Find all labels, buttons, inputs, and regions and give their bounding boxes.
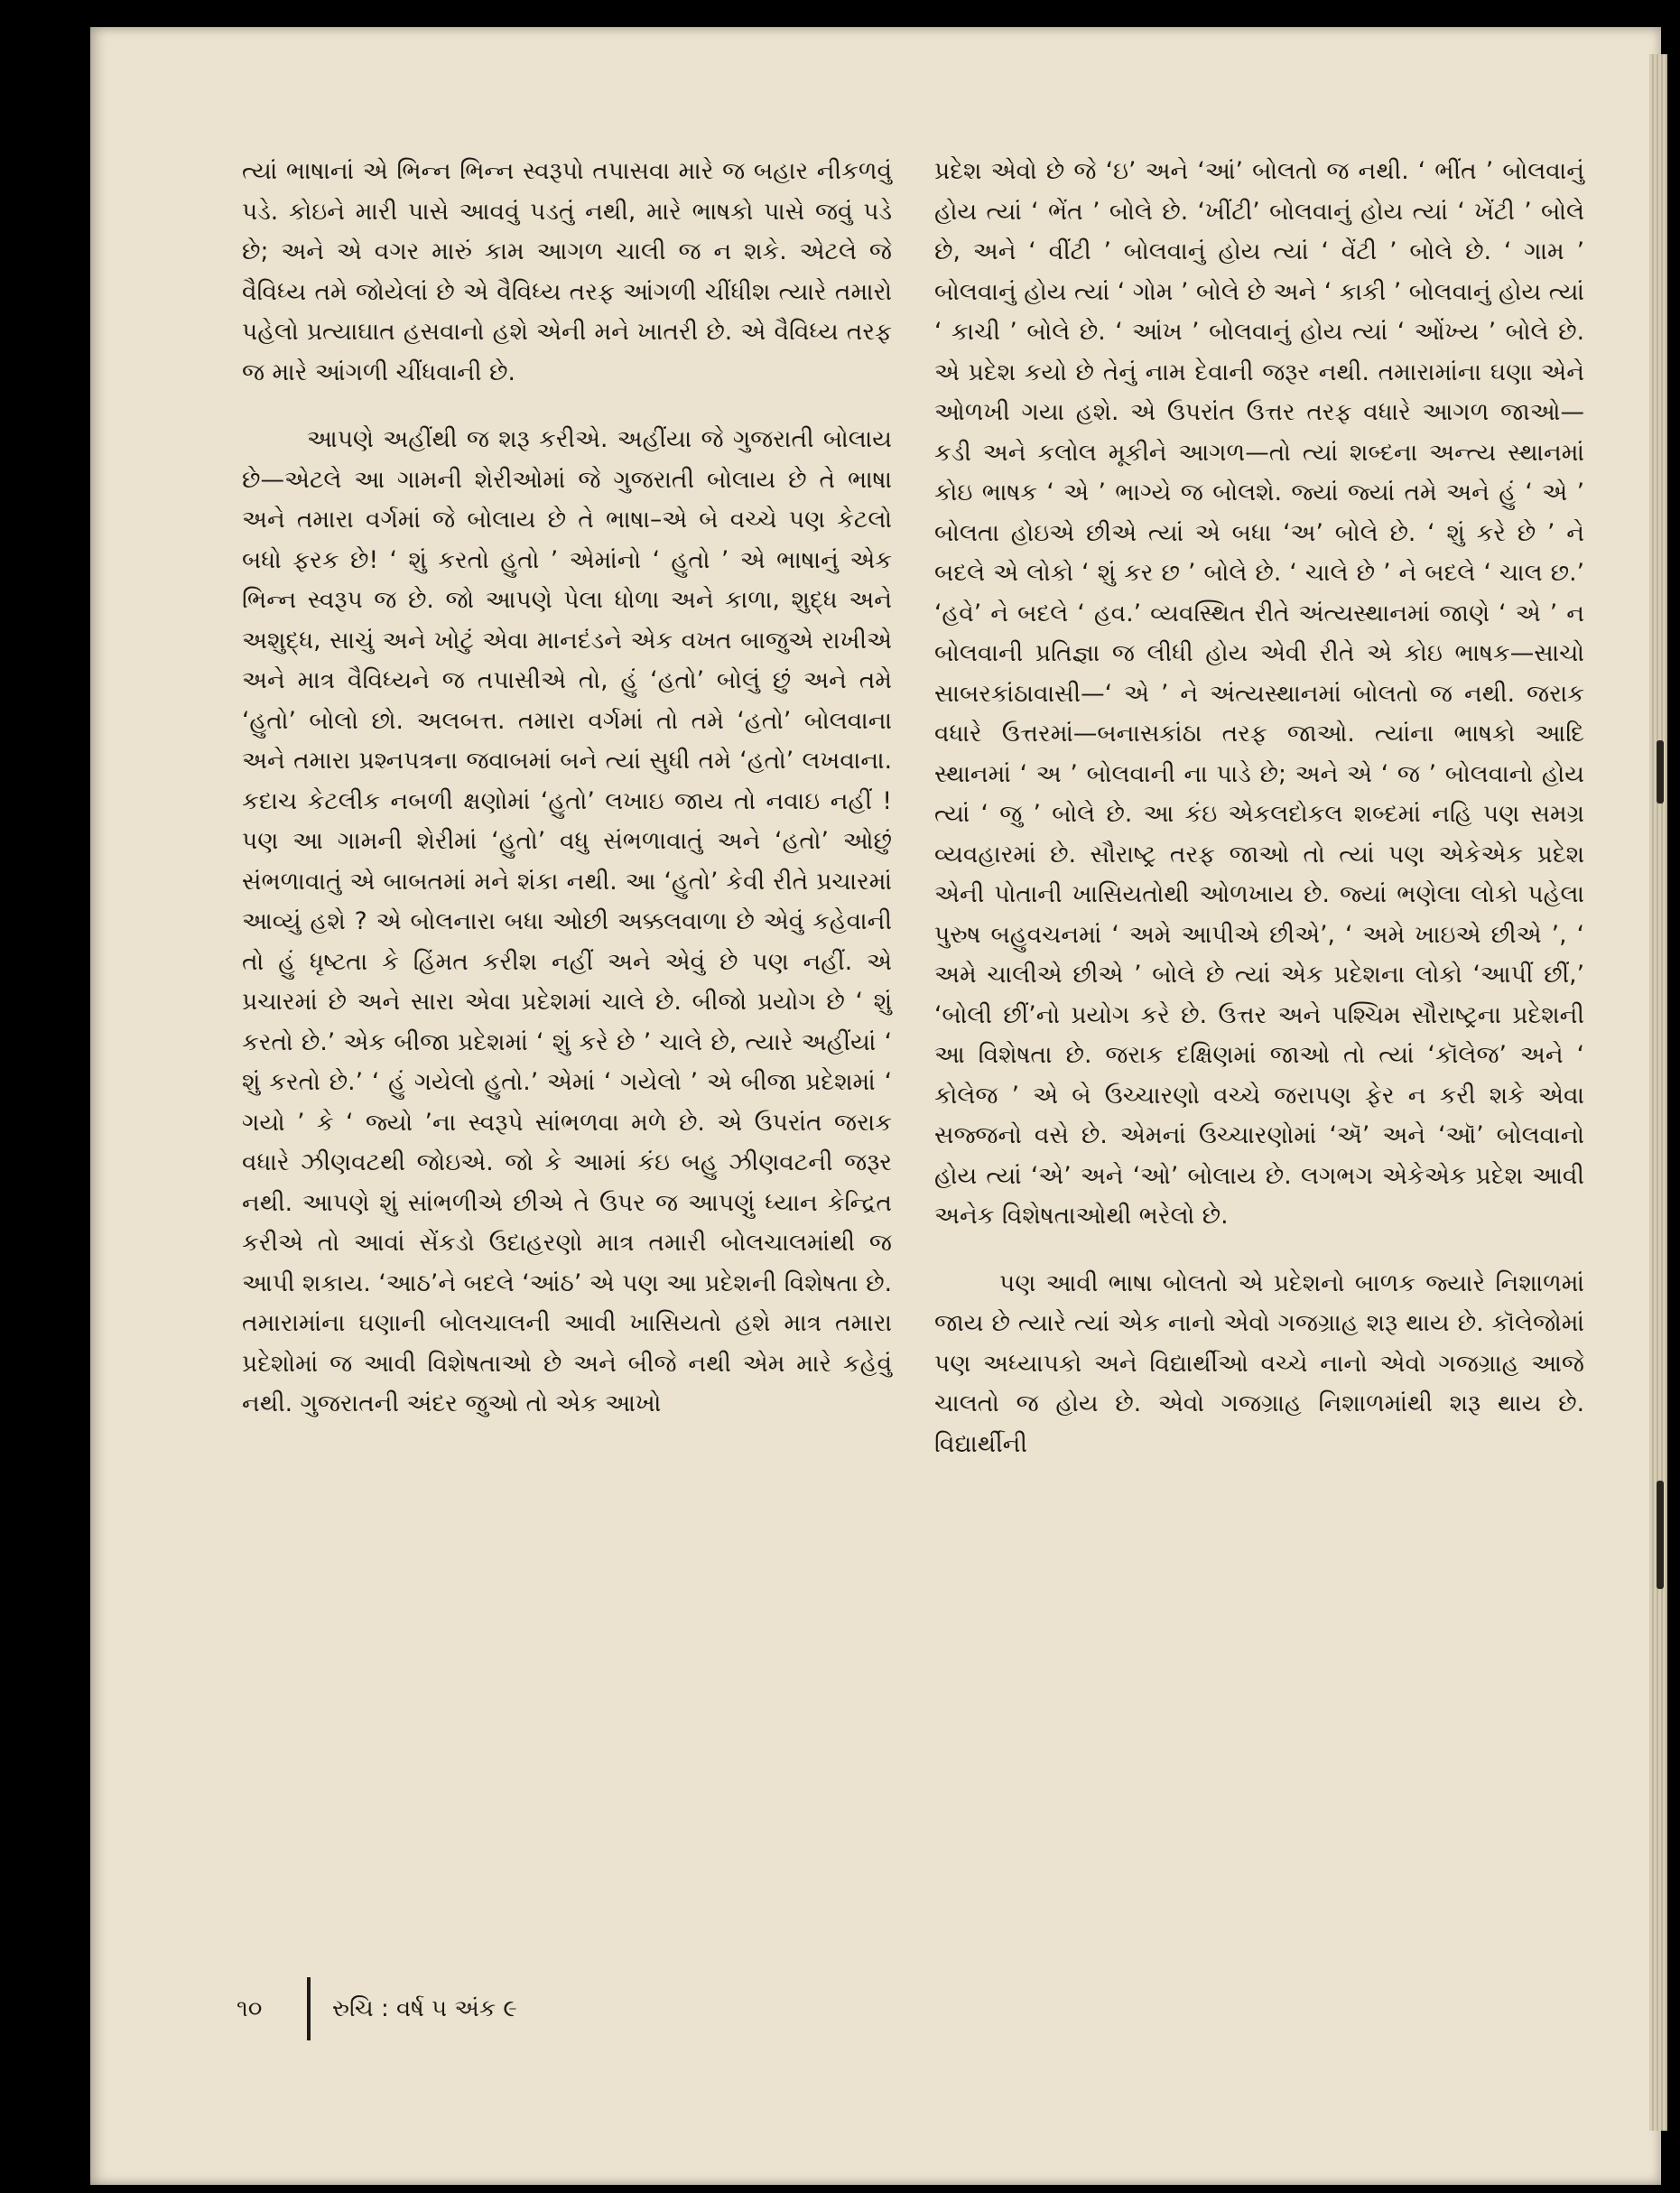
paragraph: પ્રદેશ એવો છે જે ‘ઇ’ અને ‘આં’ બોલતો જ નથી. ‘ ભીંત ’ બોલવાનું હોય ત્યાં ‘ ભેંત ’ બોલે છે. ‘ખીંટી’ બોલવાનું હોય ત્યાં ‘ ખેંટી ’ બોલે છે, અને ‘ વીંટી ’ બોલવાનું હોય ત્યાં ‘ વેંટી ’ બોલે છે. ‘ ગામ ’ બોલવાનું હોય ત્યાં ‘ ગોમ ’ બોલે છે અને ‘ કાકી ’ બોલવાનું હોય ત્યાં ‘ કાચી ’ બોલે છે. ‘ આંખ ’ બોલવાનું હોય ત્યાં ‘ ઓંખ્ય ’ બોલે છે. એ પ્રદેશ કયો છે તેનું નામ દેવાની જરૂર નથી. તમારામાંના ઘણા એને ઓળખી ગયા હશે. એ ઉપરાંત ઉત્તર તરફ વધારે આગળ જાઓ—કડી અને કલોલ મૂકીને આગળ—તો ત્યાં શબ્દના અન્ત્ય સ્થાનમાં કોઇ ભાષક ‘ એ ’ ભાગ્યે જ બોલશે. જ્યાં જ્યાં તમે અને હું ‘ એ ’ બોલતા હોઇએ છીએ ત્યાં એ બધા ‘અ’ બોલે છે. ‘ શું કરે છે ’ ને બદલે એ લોકો ‘ શું કર છ ’ બોલે છે. ‘ ચાલે છે ’ ને બદલે ‘ ચાલ છ.’ ‘હવે’ ને બદલે ‘ હવ.’ વ્યવસ્થિત રીતે અંત્યસ્થાનમાં જાણે ‘ એ ’ ન બોલવાની પ્રતિજ્ઞા જ લીધી હોય એવી રીતે એ કોઇ ભાષક—સાચો સાબરકાંઠાવાસી—‘ એ ’ ને અંત્યસ્થાનમાં બોલતો જ નથી. જરાક વધારે ઉત્તરમાં—બનાસકાંઠા તરફ જાઓ. ત્યાંના ભાષકો આદિ સ્થાનમાં ‘ અ ’ બોલવાની ના પાડે છે; અને એ ‘ જ ’ બોલવાનો હોય ત્યાં ‘ જુ ’ બોલે છે. આ કંઇ એકલદોકલ શબ્દમાં નહિ પણ સમગ્ર વ્યવહારમાં છે. સૌરાષ્ટ્ર તરફ જાઓ તો ત્યાં પણ એકેએક પ્રદેશ એની પોતાની ખાસિયતોથી ઓળખાય છે. જ્યાં ભણેલા લોકો પહેલા પુરુષ બહુવચનમાં ‘ અમે આપીએ છીએ’, ‘ અમે ખાઇએ છીએ ’, ‘ અમે ચાલીએ છીએ ’ બોલે છે ત્યાં એક પ્રદેશના લોકો ‘આપીં છીં,’ ‘બોલી છીં’નો પ્રયોગ કરે છે. ઉત્તર અને પશ્ચિમ સૌરાષ્ટ્રના પ્રદેશની આ વિશેષતા છે. જરાક દક્ષિણમાં જાઓ તો ત્યાં ‘કૉલેજ’ અને ‘ કોલેજ ’ એ બે ઉચ્ચારણો વચ્ચે જરાપણ ફેર ન કરી શકે એવા સજ્જનો વસે છે. એમનાં ઉચ્ચારણોમાં ‘ઍ’ અને ‘ઑ’ બોલવાનો હોય ત્યાં ‘એ’ અને ‘ઓ’ બોલાય છે. લગભગ એકેએક પ્રદેશ આવી અનેક વિશેષતાઓથી ભરેલો છે. xyxy=(934,157,1584,1230)
left-text-column xyxy=(242,152,892,1452)
page-number: ૧૦ xyxy=(237,1994,263,2022)
paragraph: ત્યાં ભાષાનાં એ ભિન્ન ભિન્ન સ્વરૂપો તપાસવા મારે જ બહાર નીકળવું પડે. કોઇને મારી પાસે આવવું પડતું નથી, મારે ભાષકો પાસે જવું પડે છે; અને એ વગર મારું કામ આગળ ચાલી જ ન શકે. એટલે જે વૈવિધ્ય તમે જોયેલાં છે એ વૈવિધ્ય તરફ આંગળી ચીંધીશ ત્યારે તમારો પહેલો પ્રત્યાઘાત હસવાનો હશે એની મને ખાતરી છે. એ વૈવિધ્ય તરફ જ મારે આંગળી ચીંધવાની છે. xyxy=(242,157,892,386)
page-edge-mark xyxy=(1657,1481,1664,1589)
paragraph: પણ આવી ભાષા બોલતો એ પ્રદેશનો બાળક જ્યારે નિશાળમાં જાય છે ત્યારે ત્યાં એક નાનો એવો ગજગ્રાહ શરૂ થાય છે. કૉલેજોમાં પણ અધ્યાપકો અને વિદ્યાર્થીઓ વચ્ચે નાનો એવો ગજગ્રાહ આજે ચાલતો જ હોય છે. એવો ગજગ્રાહ નિશાળમાંથી શરૂ થાય છે. વિદ્યાર્થીની xyxy=(934,1268,1584,1458)
page-footer xyxy=(237,1973,517,2045)
running-title: રુચિ : વર્ષ ૫ અંક ૯ xyxy=(332,1994,517,2022)
right-text-column xyxy=(934,152,1584,1491)
page-edge-mark xyxy=(1657,740,1664,804)
footer-divider xyxy=(307,1977,311,2040)
paragraph: આપણે અહીંથી જ શરૂ કરીએ. અહીંયા જે ગુજરાતી બોલાય છે—એટલે આ ગામની શેરીઓમાં જે ગુજરાતી બોલાય છે તે ભાષા અને તમારા વર્ગમાં જે બોલાય છે તે ભાષા–એ બે વચ્ચે પણ કેટલો બધો ફરક છે! ‘ શું કરતો હુતો ’ એમાંનો ‘ હુતો ’ એ ભાષાનું એક ભિન્ન સ્વરૂપ જ છે. જો આપણે પેલા ધોળા અને કાળા, શુદ્ધ અને અશુદ્ધ, સાચું અને ખોટું એવા માનદંડને એક વખત બાજુએ રાખીએ અને માત્ર વૈવિધ્યને જ તપાસીએ તો, હું ‘હતો’ બોલું છું અને તમે ‘હુતો’ બોલો છો. અલબત્ત. તમારા વર્ગમાં તો તમે ‘હતો’ બોલવાના અને તમારા પ્રશ્નપત્રના જવાબમાં બને ત્યાં સુધી તમે ‘હતો’ લખવાના. કદાચ કેટલીક નબળી ક્ષણોમાં ‘હુતો’ લખાઇ જાય તો નવાઇ નહીં ! પણ આ ગામની શેરીમાં ‘હુતો’ વધુ સંભળાવાતું અને ‘હતો’ ઓછું સંભળાવાતું એ બાબતમાં મને શંકા નથી. આ ‘હુતો’ કેવી રીતે પ્રચારમાં આવ્યું હશે ? એ બોલનારા બધા ઓછી અક્કલવાળા છે એવું કહેવાની તો હું ધૃષ્ટતા કે હિંમત કરીશ નહીં અને એવું છે પણ નહીં. એ પ્રચારમાં છે અને સારા એવા પ્રદેશમાં ચાલે છે. બીજો પ્રયોગ છે ‘ શું કરતો છે.’ એક બીજા પ્રદેશમાં ‘ શું કરે છે ’ ચાલે છે, ત્યારે અહીંયાં ‘ શું કરતો છે.’ ‘ હું ગયેલો હુતો.’ એમાં ‘ ગયેલો ’ એ બીજા પ્રદેશમાં ‘ ગયો ’ કે ‘ જ્યો ’ના સ્વરૂપે સાંભળવા મળે છે. એ ઉપરાંત જરાક વધારે ઝીણવટથી જોઇએ. જો કે આમાં કંઇ બહુ ઝીણવટની જરૂર નથી. આપણે શું સાંભળીએ છીએ તે ઉપર જ આપણું ધ્યાન કેન્દ્રિત કરીએ તો આવાં સેંકડો ઉદાહરણો માત્ર તમારી બોલચાલમાંથી જ આપી શકાય. ‘આઠ’ને બદલે ‘આંઠ’ એ પણ આ પ્રદેશની વિશેષતા છે. તમારામાંના ઘણાની બોલચાલની આવી ખાસિયતો હશે માત્ર તમારા પ્રદેશોમાં જ આવી વિશેષતાઓ છે અને બીજે નથી એમ મારે કહેવું નથી. ગુજરાતની અંદર જુઓ તો એક આખો xyxy=(242,425,892,1417)
page-stack-edge xyxy=(1649,54,1667,2131)
